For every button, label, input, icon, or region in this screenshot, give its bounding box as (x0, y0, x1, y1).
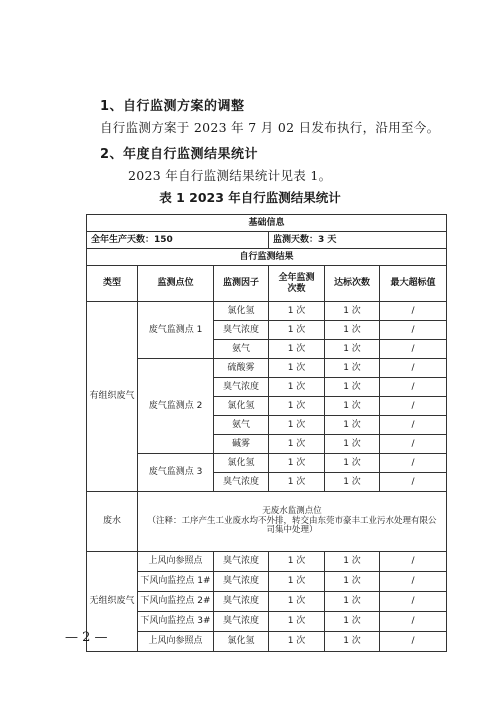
max-cell: / (380, 416, 447, 435)
factor-cell: 臭气浓度 (214, 321, 269, 340)
table-row (87, 552, 447, 572)
wastewater-line2: （注释：工序产生工业废水均不外排，转交由东莞市豪丰工业污水处理有限公 (147, 515, 437, 526)
point-cell: 上风向参照点 (138, 632, 214, 652)
factor-cell: 臭气浓度 (214, 552, 269, 572)
count-cell: 1 次 (269, 340, 325, 359)
section-1-text: 自行监测方案于 2023 年 7 月 02 日发布执行，沿用至今。 (100, 120, 440, 135)
type-wastewater: 废水 (87, 492, 138, 552)
pass-cell: 1 次 (325, 416, 380, 435)
pass-cell: 1 次 (325, 552, 380, 572)
max-cell: / (380, 592, 447, 612)
factor-cell: 碱雾 (214, 435, 269, 454)
table-row (87, 612, 447, 632)
max-cell: / (380, 612, 447, 632)
factor-cell: 臭气浓度 (214, 473, 269, 492)
wastewater-note (138, 492, 447, 552)
count-cell: 1 次 (269, 473, 325, 492)
point-cell: 下风向监控点 2# (138, 592, 214, 612)
type-organized: 有组织废气 (87, 302, 138, 492)
factor-cell: 臭气浓度 (214, 378, 269, 397)
factor-cell: 硫酸雾 (214, 359, 269, 378)
header-count-line1: 全年监测 (278, 273, 315, 284)
factor-cell: 臭气浓度 (214, 592, 269, 612)
pass-cell: 1 次 (325, 612, 380, 632)
header-factor: 监测因子 (214, 266, 269, 302)
pass-cell: 1 次 (325, 454, 380, 473)
page-number: — 2 — (65, 630, 108, 645)
results-title: 自行监测结果 (87, 249, 447, 266)
table-row (87, 249, 447, 266)
pass-cell: 1 次 (325, 473, 380, 492)
header-point: 监测点位 (138, 266, 214, 302)
header-count (269, 266, 325, 302)
factor-cell: 氯化氢 (214, 454, 269, 473)
point-organized-1: 废气监测点 1 (138, 302, 214, 359)
pass-cell: 1 次 (325, 632, 380, 652)
point-cell: 上风向参照点 (138, 552, 214, 572)
count-cell: 1 次 (269, 612, 325, 632)
max-cell: / (380, 378, 447, 397)
count-cell: 1 次 (269, 632, 325, 652)
factor-cell: 氨气 (214, 340, 269, 359)
table-caption: 表 1 2023 年自行监测结果统计 (159, 190, 341, 205)
table-row (87, 215, 447, 232)
table-header-row (87, 266, 447, 302)
factor-cell: 臭气浓度 (214, 572, 269, 592)
count-cell: 1 次 (269, 435, 325, 454)
pass-cell: 1 次 (325, 592, 380, 612)
count-cell: 1 次 (269, 454, 325, 473)
point-cell: 下风向监控点 1# (138, 572, 214, 592)
count-cell: 1 次 (269, 302, 325, 321)
production-days: 全年生产天数：150 (87, 232, 269, 249)
pass-cell: 1 次 (325, 397, 380, 416)
count-cell: 1 次 (269, 359, 325, 378)
section-2-title: 2、年度自行监测结果统计 (100, 147, 259, 162)
factor-cell: 臭气浓度 (214, 612, 269, 632)
max-cell: / (380, 572, 447, 592)
count-cell: 1 次 (269, 416, 325, 435)
monitoring-days: 监测天数：3 天 (269, 232, 447, 249)
max-cell: / (380, 454, 447, 473)
max-cell: / (380, 552, 447, 572)
max-cell: / (380, 302, 447, 321)
pass-cell: 1 次 (325, 572, 380, 592)
factor-cell: 氨气 (214, 416, 269, 435)
table-row (87, 359, 447, 378)
count-cell: 1 次 (269, 321, 325, 340)
max-cell: / (380, 359, 447, 378)
max-cell: / (380, 397, 447, 416)
table-row (87, 232, 447, 249)
type-unorganized: 无组织废气 (87, 552, 138, 652)
pass-cell: 1 次 (325, 435, 380, 454)
wastewater-line3: 司集中处理） (266, 525, 318, 536)
basic-info-title: 基础信息 (87, 215, 447, 232)
factor-cell: 氯化氢 (214, 397, 269, 416)
count-cell: 1 次 (269, 592, 325, 612)
max-cell: / (380, 321, 447, 340)
pass-cell: 1 次 (325, 302, 380, 321)
max-cell: / (380, 340, 447, 359)
max-cell: / (380, 632, 447, 652)
point-organized-2: 废气监测点 2 (138, 359, 214, 454)
wastewater-line1: 无废水监测点位 (262, 505, 322, 516)
count-cell: 1 次 (269, 572, 325, 592)
max-cell: / (380, 473, 447, 492)
pass-cell: 1 次 (325, 340, 380, 359)
count-cell: 1 次 (269, 378, 325, 397)
section-1-title: 1、自行监测方案的调整 (100, 99, 245, 114)
header-count-line2: 次数 (287, 283, 306, 294)
table-row (87, 572, 447, 592)
table-row (87, 302, 447, 321)
header-max-exceed: 最大超标值 (380, 266, 447, 302)
header-pass: 达标次数 (325, 266, 380, 302)
pass-cell: 1 次 (325, 359, 380, 378)
header-type: 类型 (87, 266, 138, 302)
max-cell: / (380, 435, 447, 454)
results-table (86, 214, 447, 652)
pass-cell: 1 次 (325, 321, 380, 340)
factor-cell: 氯化氢 (214, 302, 269, 321)
table-row (87, 632, 447, 652)
point-cell: 下风向监控点 3# (138, 612, 214, 632)
count-cell: 1 次 (269, 397, 325, 416)
count-cell: 1 次 (269, 552, 325, 572)
table-row (87, 592, 447, 612)
section-2-text: 2023 年自行监测结果统计见表 1。 (128, 168, 332, 183)
table-row (87, 492, 447, 552)
table-row (87, 454, 447, 473)
factor-cell: 氯化氢 (214, 632, 269, 652)
pass-cell: 1 次 (325, 378, 380, 397)
point-organized-3: 废气监测点 3 (138, 454, 214, 492)
